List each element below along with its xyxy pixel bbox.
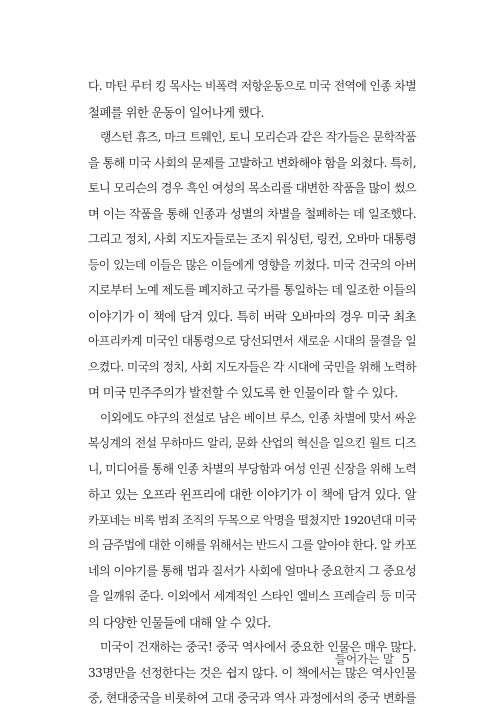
- text-line: 을 통해 미국 사회의 문제를 고발하고 변화해야 함을 외쳤다. 특히,: [88, 155, 416, 170]
- text-line: 의 다양한 인물들에 대해 알 수 있다.: [88, 614, 271, 630]
- text-line: 다. 마틴 루터 킹 목사는 비폭력 저항운동으로 미국 전역에 인종 차별: [88, 79, 416, 93]
- text-line: 니, 미디어를 통해 인종 차별의 부당함과 여성 인권 신장을 위해 노력: [88, 461, 416, 476]
- text-line: 카포네는 비록 범죄 조직의 두목으로 악명을 떨쳤지만 1920년대 미국: [88, 512, 416, 527]
- text-line: 하고 있는 오프라 윈프리에 대한 이야기가 이 책에 담겨 있다. 알: [88, 487, 416, 502]
- page-number: 5: [402, 651, 410, 666]
- text-line: 며 미국 민주주의가 발전할 수 있도록 한 인물이라 할 수 있다.: [88, 385, 398, 400]
- text-line: 을 일깨워 준다. 이외에서 세계적인 스타인 엘비스 프레슬리 등 미국: [88, 589, 416, 603]
- body-text: [88, 74, 416, 712]
- text-line: 철폐를 위한 운동이 일어나게 했다.: [88, 104, 264, 120]
- text-line: 토니 모리슨의 경우 흑인 여성의 목소리를 대변한 작품을 많이 썼으: [88, 181, 416, 195]
- text-line: 이야기가 이 책에 담겨 있다. 특히 버락 오바마의 경우 미국 최초: [88, 308, 416, 324]
- text-line: 지로부터 노예 제도를 폐지하고 국가를 통일하는 데 일조한 이들의: [88, 283, 416, 297]
- text-line: 이외에도 야구의 전설로 남은 베이브 루스, 인종 차별에 맞서 싸운: [100, 410, 416, 425]
- text-line: 아프리카계 미국인 대통령으로 당선되면서 새로운 시대의 물결을 일: [88, 334, 416, 348]
- page-footer: [335, 651, 410, 667]
- text-line: 33명만을 선정한다는 것은 쉽지 않다. 이 책에서는 많은 역사인물: [88, 665, 416, 680]
- running-section-title: 들어가는 말: [334, 652, 395, 666]
- text-line: 며 이는 작품을 통해 인종과 성별의 차별을 철폐하는 데 일조했다.: [88, 206, 416, 221]
- text-line: 그리고 정치, 사회 지도자들로는 조지 워싱턴, 링컨, 오바마 대통령: [88, 232, 416, 246]
- text-line: 네의 이야기를 통해 법과 질서가 사회에 얼마나 중요한지 그 중요성: [88, 563, 416, 578]
- text-line: 으켰다. 미국의 정치, 사회 지도자들은 각 시대에 국민을 위해 노력하: [88, 359, 416, 374]
- text-line: 미국이 건재하는 중국! 중국 역사에서 중요한 인물은 매우 많다.: [100, 640, 416, 654]
- text-line: 복싱계의 전설 무하마드 알리, 문화 산업의 혁신을 일으킨 월트 디즈: [88, 436, 416, 450]
- text-line: 중, 현대중국을 비롯하여 고대 중국과 역사 과정에서의 중국 변화를: [88, 691, 416, 705]
- text-line: 의 금주법에 대한 이해를 위해서는 반드시 그를 알아야 한다. 알 카포: [88, 538, 416, 552]
- text-line: 랭스턴 휴즈, 마크 트웨인, 토니 모리슨과 같은 작가들은 문학작품: [100, 130, 416, 144]
- text-line: 등이 있는데 이들은 많은 이들에게 영향을 끼쳤다. 미국 건국의 아버: [88, 257, 416, 272]
